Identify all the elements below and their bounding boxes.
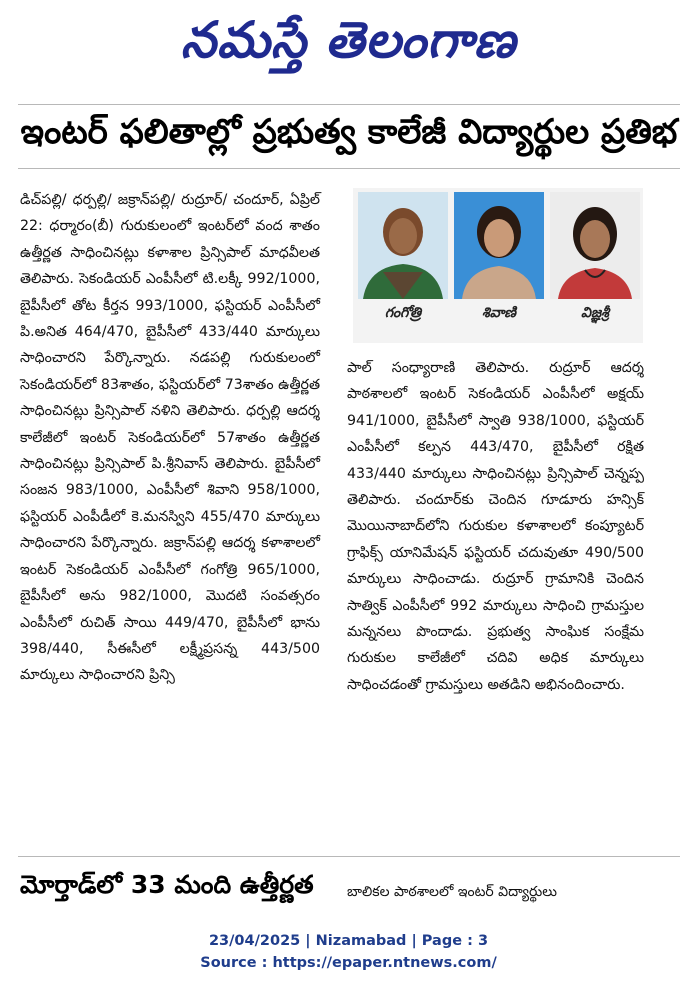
photo-caption: శివాణి <box>482 305 516 321</box>
article-paragraph: పాల్ సంధ్యారాణి తెలిపారు. రుద్రూర్ ఆదర్శ పాఠశాలలో ఇంటర్ సెకండియర్ ఎంపీసీలో అక్షయ్ 941/1000, బైపీసీలో స్వాతి 938/1000, ఫస్టియర్ ఎంపీసీలో కల్పన 443/470, బైపీసీలో రక్షిత 433/440 మార్కులు సాధించినట్లు ప్రిన్సిపాల్ చెన్నప్ప తెలిపారు. చందూర్‌కు చెందిన గూడూరు హన్సిక్ మొయినాబాద్‌లోని గురుకుల కళాశాలలో కంప్యూటర్ గ్రాఫిక్స్ యానిమేషన్ ఫస్టియర్ చదువుతూ 490/500 మార్కులు సాధించాడు. రుద్రూర్ గ్రామానికి చెందిన సాత్విక్ ఎంపీసీలో 992 మార్కులు సాధించి గ్రామస్తుల మన్ననలు పొందాడు. ప్రభుత్వ సాంఘిక సంక్షేమ గురుకుల కాలేజీలో చదివి అధిక మార్కులు సాధించడంతో గ్రామస్తులు అతడిని అభినందించారు. <box>347 360 644 693</box>
article-headline: ఇంటర్ ఫలితాల్లో ప్రభుత్వ కాలేజీ విద్యార్థుల ప్రతిభ <box>20 112 678 152</box>
footer-source-link[interactable]: Source : https://epaper.ntnews.com/ <box>200 955 497 971</box>
section-divider <box>18 856 680 857</box>
masthead-title: నమస్తే తెలంగాణ <box>180 10 517 69</box>
masthead-divider <box>18 104 680 105</box>
second-article-text: బాలికల పాఠశాలలో ఇంటర్ విద్యార్థులు <box>347 884 557 900</box>
student-photo-1 <box>358 192 448 299</box>
article-body-right-column <box>347 355 644 800</box>
student-photo-3 <box>550 192 640 299</box>
photo-caption: గంగోత్రి <box>384 305 422 321</box>
headline-divider <box>18 168 680 169</box>
photo-caption: విజ్ఞశ్రీ <box>581 305 609 321</box>
student-photo-2 <box>454 192 544 299</box>
article-body-left-column <box>20 187 320 857</box>
second-article-headline: మోర్తాడ్‌లో 33 మంది ఉత్తీర్ణత <box>20 870 314 899</box>
footer-date-edition: 23/04/2025 | Nizamabad | Page : 3 <box>208 933 489 949</box>
newspaper-masthead <box>0 0 697 92</box>
student-photos <box>353 188 643 343</box>
article-paragraph: డిచ్‌పల్లి/ ధర్పల్లి/ జక్రాన్‌పల్లి/ రుద్రూర్/ చందూర్, ఏప్రిల్ 22: ధర్మారం(బీ) గురుకులంలో ఇంటర్‌లో వంద శాతం ఉత్తీర్ణత సాధించినట్లు కళాశాల ప్రిన్సిపాల్ మాధవీలత తెలిపారు. సెకండియర్ ఎంపీసీలో టి.లక్కీ 992/1000, బైపీసీలో తోట కీర్తన 993/1000, ఫస్టియర్ ఎంపీసీలో పి.అనిత 464/470, బైపీసీలో 433/440 మార్కులు సాధించారని పేర్కొన్నారు. నడపల్లి గురుకులంలో సెకండియర్‌లో 83శాతం, ఫస్టియర్‌లో 73శాతం ఉత్తీర్ణత సాధించినట్లు ప్రిన్సిపాల్ నళిని తెలిపారు. ధర్పల్లి ఆదర్శ కాలేజీలో ఇంటర్ సెకండియర్‌లో 57శాతం ఉత్తీర్ణత సాధించినట్లు ప్రిన్సిపాల్ పి.శ్రీనివాస్ తెలిపారు. బైపీసీలో సంజన 983/1000, ఎంపీసీలో శివాని 958/1000, ఫస్టియర్ ఎంపీడీలో కె.మనస్విని 455/470 మార్కులు సాధించారని పేర్కొన్నారు. జక్రాన్‌పల్లి ఆదర్శ కళాశాలలో ఇంటర్ సెకండియర్ ఎంపీసీలో గంగోత్రి 965/1000, బైపీసీలో అను 982/1000, మొదటి సంవత్సరం ఎంపీసీలో రుచిత్ సాయి 449/470, బైపీసీలో భాను 398/440, సీఈసీలో లక్ష్మీప్రసన్న 443/500 మార్కులు సాధించారని ప్రిన్సి <box>20 192 320 684</box>
